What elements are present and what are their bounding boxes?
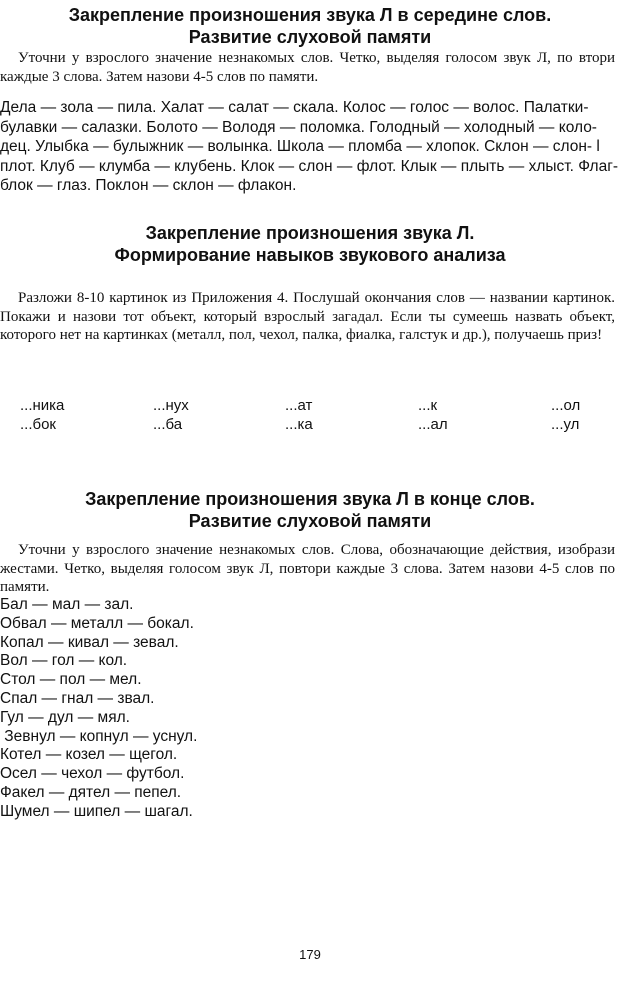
ending-item: ...бок xyxy=(20,416,56,433)
section1-title-line1: Закрепление произношения звука Л в середине слов. xyxy=(68,5,552,25)
ending-item: ...ат xyxy=(285,397,313,414)
word-group: Гул — дул — мял. xyxy=(0,708,130,726)
word-group: Стол — пол — мел. xyxy=(0,671,142,689)
word-group: Факел — дятел — пепел. xyxy=(0,783,182,801)
word-line: плот. Клуб — клумба — клубень. Клок — слон — флот. Клык — плыть — хлыст. Флаг- xyxy=(0,157,619,175)
section1-instruction: Уточни у взрослого значение незнакомых слов. Четко, выделяя голосом звук Л, по втори каждые 3 слова. Затем назови 4-5 слов по памяти. xyxy=(0,50,615,85)
word-group: Зевнул — копнул — уснул. xyxy=(0,727,198,745)
section2-title xyxy=(0,222,620,266)
word-group: Спал — гнал — звал. xyxy=(0,689,155,707)
word-group: Бал — мал — зал. xyxy=(0,596,134,613)
word-line: дец. Улыбка — булыжник — волынка. Школа — пломба — хлопок. Склон — слон- l xyxy=(0,138,600,155)
section1-title-line2: Развитие слуховой памяти xyxy=(188,27,432,47)
ending-item: ...ал xyxy=(418,416,448,433)
section1-word-lines xyxy=(0,98,620,196)
word-group: Осел — чехол — футбол. xyxy=(0,765,185,783)
section2-instruction: Разложи 8-10 картинок из Приложения 4. Послушай окончания слов — названии картинок. Покажи и назови тот объект, который взрослый загадал. Если ты сумеешь назвать объект, которого нет на картинках (металл, пол, чехол, палка, фиалка, галстук и др.), получаешь приз! xyxy=(0,290,615,343)
section3-instruction: Уточни у взрослого значение незнакомых слов. Слова, обозначающие действия, изобрази жестами. Четко, выделяя голосом звук Л, повтори каждые 3 слова. Затем назови 4-5 слов по памяти. xyxy=(0,542,615,595)
ending-item: ...ка xyxy=(285,416,313,433)
section3-title-line1: Закрепление произношения звука Л в конце слов. xyxy=(85,489,535,509)
section3-word-list xyxy=(0,596,197,822)
word-group: Копал — кивал — зевал. xyxy=(0,633,179,651)
ending-item: ...ника xyxy=(20,397,65,414)
page-number: 179 xyxy=(299,947,321,962)
section3-title-line2: Развитие слуховой памяти xyxy=(188,511,432,531)
ending-item: ...к xyxy=(418,397,438,414)
word-group: Вол — гол — кол. xyxy=(0,652,128,670)
section3-title xyxy=(0,488,620,532)
ending-item: ...ул xyxy=(551,416,580,433)
ending-item: ...ол xyxy=(551,397,581,414)
word-group: Котел — козел — щегол. xyxy=(0,746,178,764)
ending-item: ...нух xyxy=(153,397,189,414)
section2-title-line1: Закрепление произношения звука Л. xyxy=(145,223,475,243)
ending-item: ...ба xyxy=(153,416,183,433)
section2-title-line2: Формирование навыков звукового анализа xyxy=(114,245,506,265)
section1-title xyxy=(0,4,620,48)
word-group: Обвал — металл — бокал. xyxy=(0,614,194,632)
word-line: блок — глаз. Поклон — склон — флакон. xyxy=(0,177,297,194)
word-line: Дела — зола — пила. Халат — салат — скала. Колос — голос — волос. Палатки- xyxy=(0,99,589,116)
word-line: булавки — салазки. Болото — Володя — поломка. Голодный — холодный — коло- xyxy=(0,118,597,136)
word-group: Шумел — шипел — шагал. xyxy=(0,802,193,820)
